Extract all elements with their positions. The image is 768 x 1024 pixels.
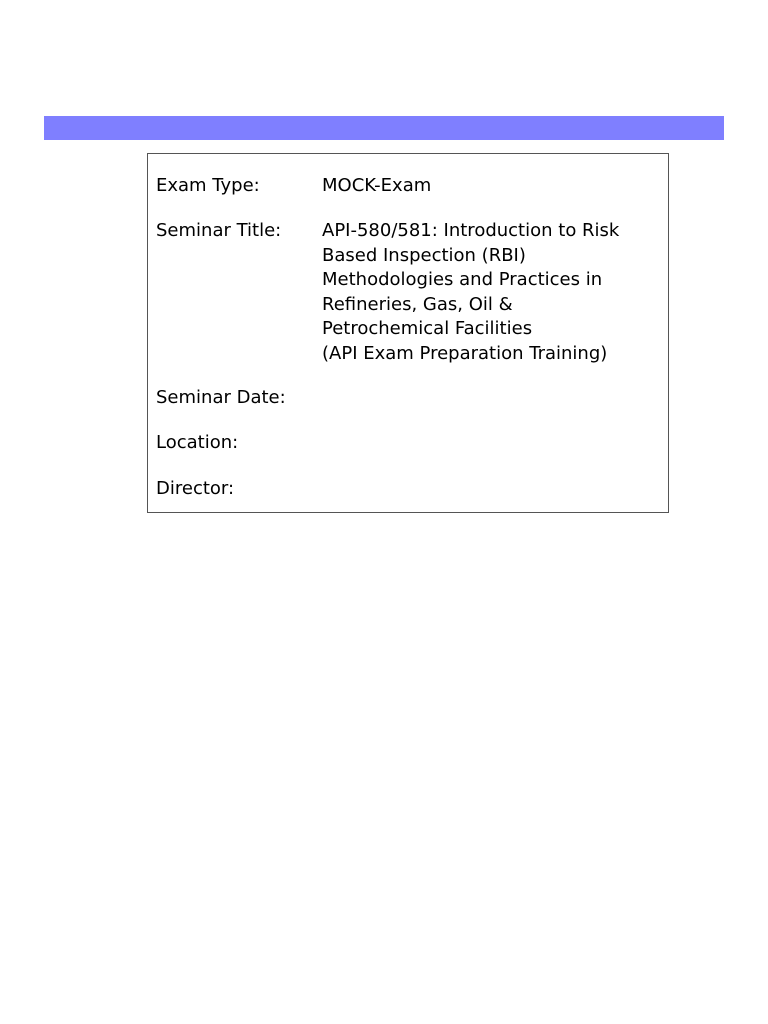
exam-type-value: MOCK-Exam	[322, 175, 432, 196]
seminar-title-line: Petrochemical Facilities	[322, 318, 533, 339]
seminar-title-line: Methodologies and Practices in	[322, 269, 603, 290]
exam-type-row	[156, 174, 660, 199]
exam-info-box	[147, 153, 669, 513]
seminar-date-row	[156, 386, 660, 411]
header-band	[44, 116, 724, 140]
seminar-title-line: Refineries, Gas, Oil &	[322, 293, 513, 315]
location-label: Location:	[156, 432, 239, 453]
location-row	[156, 431, 660, 456]
exam-type-label: Exam Type:	[156, 175, 260, 196]
location-value	[322, 431, 660, 456]
seminar-title-label: Seminar Title:	[156, 220, 282, 241]
seminar-title-line: API-580/581: Introduction to Risk	[322, 220, 620, 241]
seminar-title-row	[156, 219, 660, 366]
director-row	[156, 477, 660, 502]
seminar-title-value	[322, 219, 660, 366]
seminar-title-line: (API Exam Preparation Training)	[322, 342, 608, 364]
seminar-title-line: Based Inspection (RBI)	[322, 244, 526, 266]
seminar-date-label: Seminar Date:	[156, 387, 286, 408]
director-value	[322, 477, 660, 502]
seminar-date-value	[322, 386, 660, 411]
director-label: Director:	[156, 478, 235, 499]
